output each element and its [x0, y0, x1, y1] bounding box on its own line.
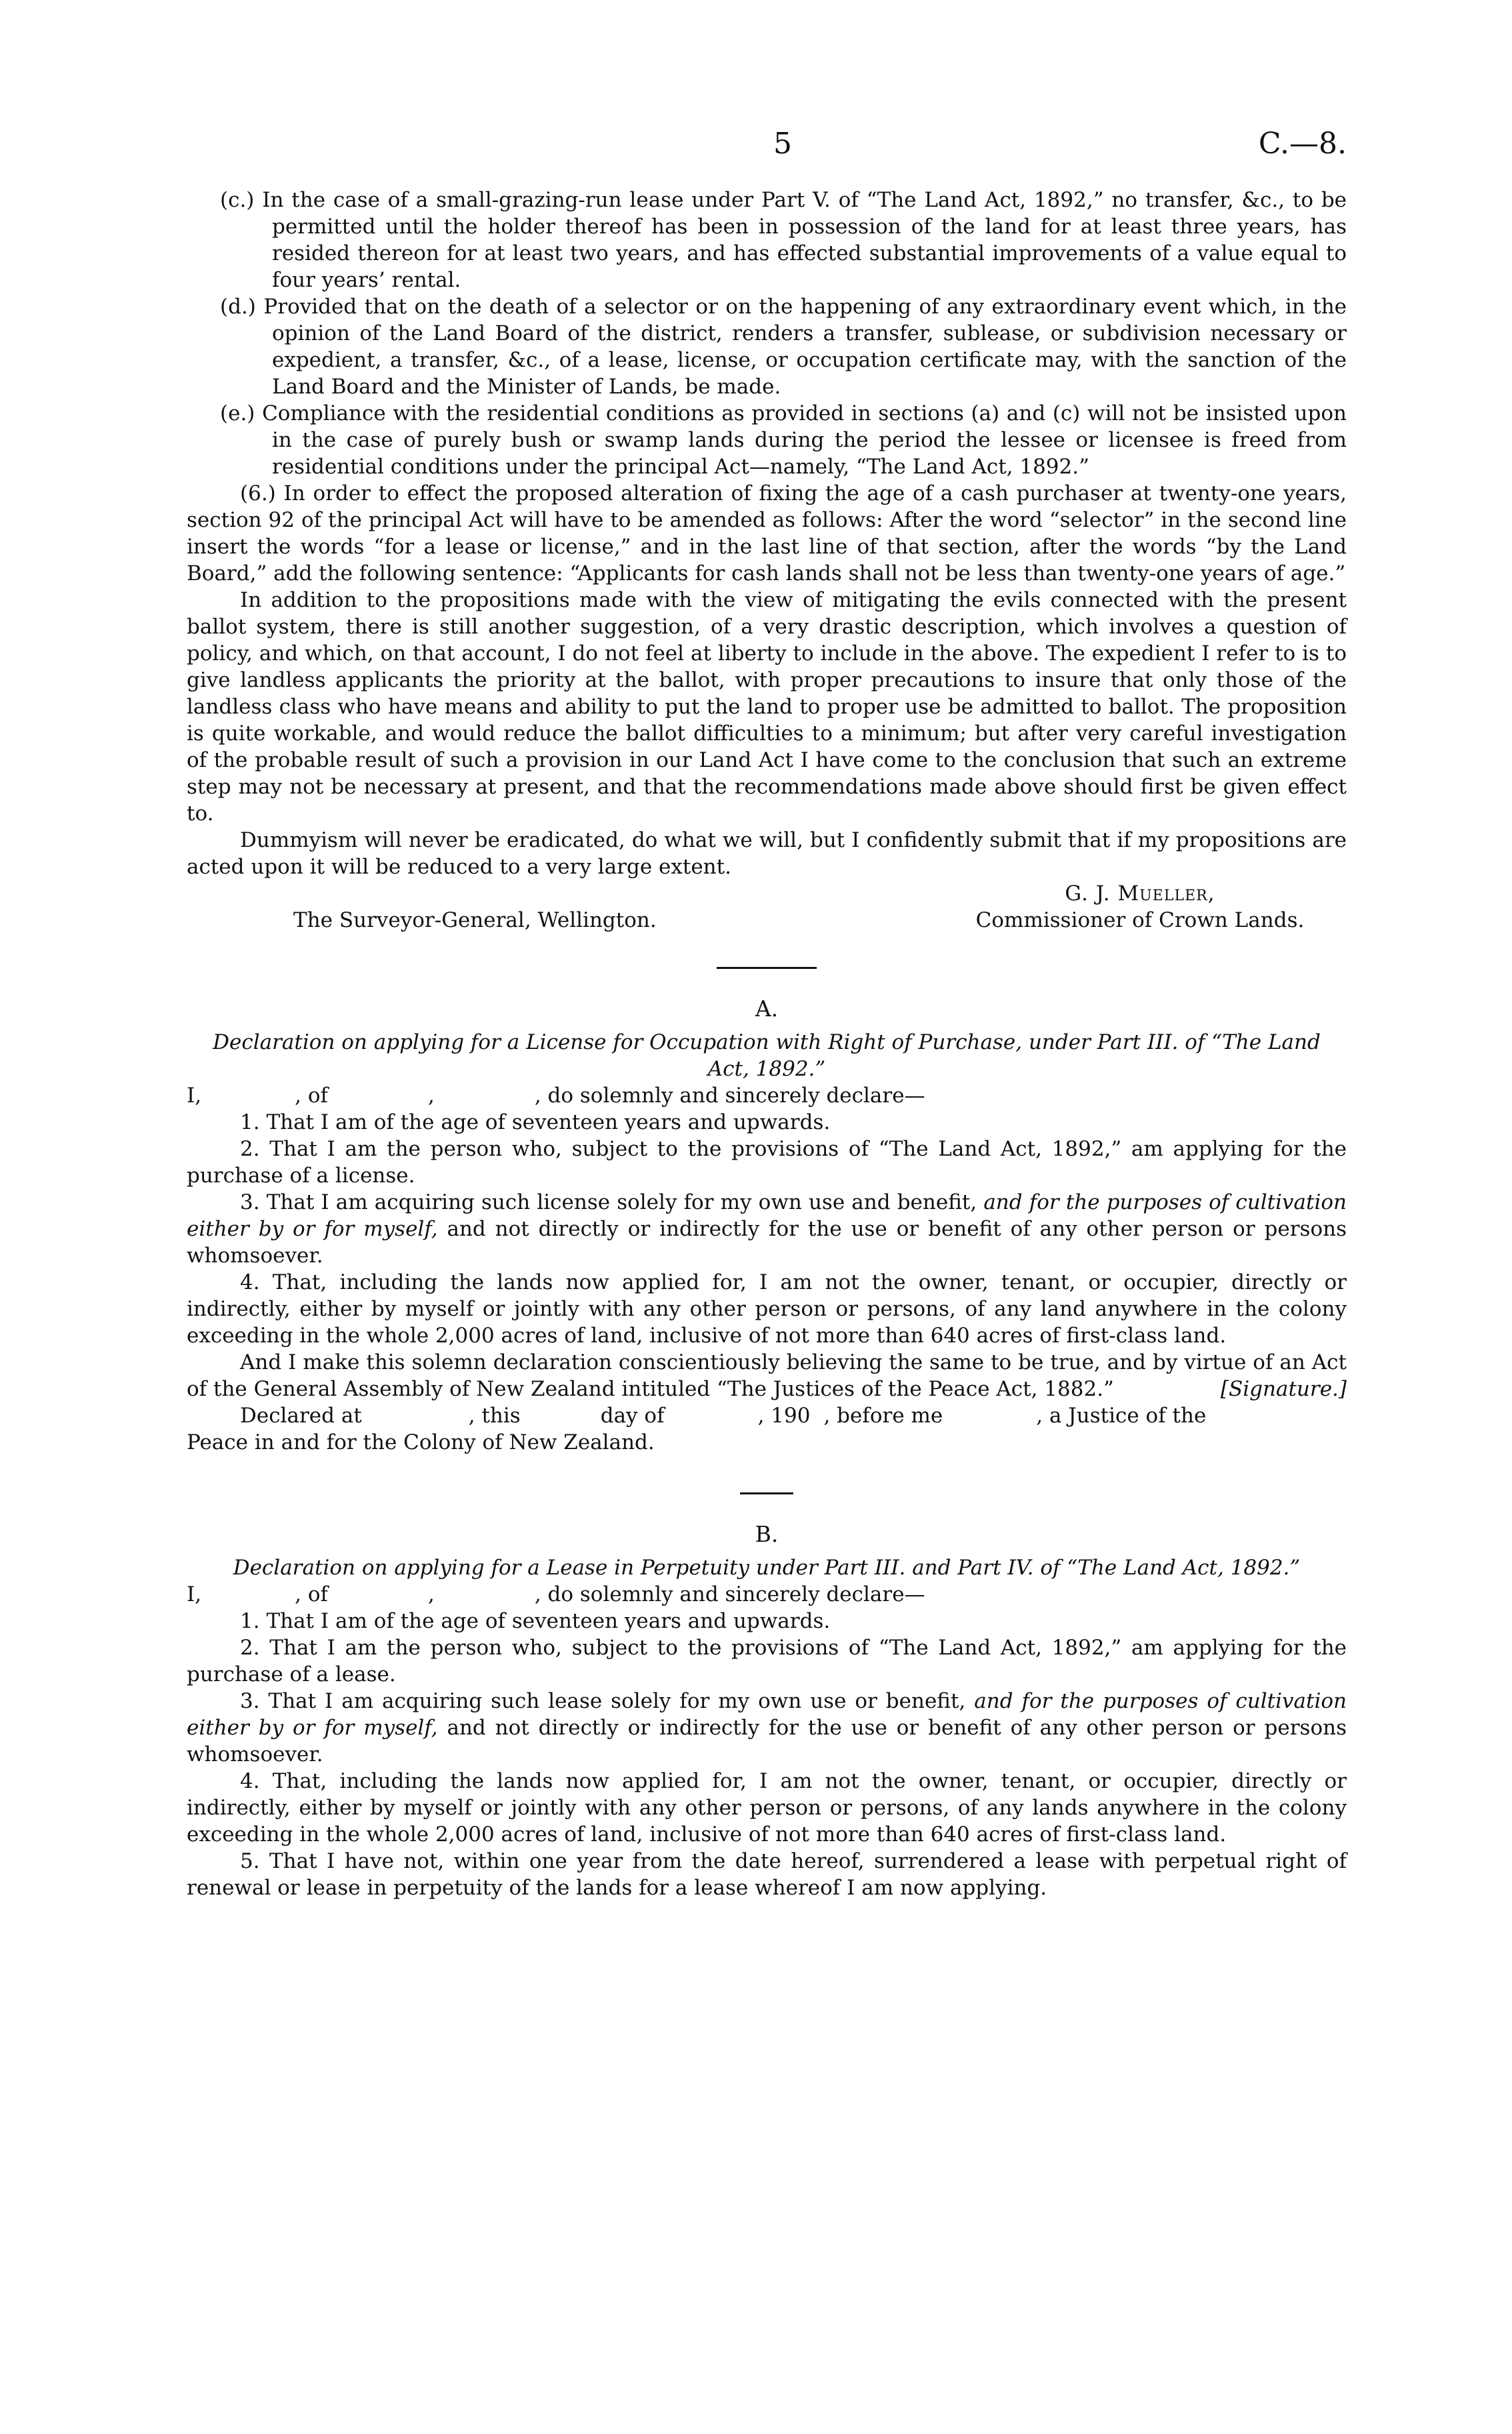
schedule-a-item-2: 2. That I am the person who, subject to the provisions of “The Land Act, 1892,” am applying for the purchase of a license.: [187, 1137, 1347, 1188]
schedule-b-title: Declaration on applying for a Lease in Perpetuity under Part III. and Part IV. of “The Land Act, 1892.”: [233, 1556, 1301, 1580]
divider-rule: [717, 967, 817, 969]
signature-addressee-line: [187, 907, 1347, 934]
schedule-a-declared-line: Declared at , this day of , 190 , before me , a Justice of the: [240, 1404, 1207, 1428]
addressee: The Surveyor-General, Wellington.: [293, 908, 657, 932]
schedule-b-item-5: 5. That I have not, within one year from the date hereof, surrendered a lease with perpetual right of renewal or lease in perpetuity of the lands for a lease whereof I am now applying.: [187, 1849, 1347, 1900]
clause-d: (d.) Provided that on the death of a selector or on the happening of any extraordinary event which, in the opinion of the Land Board of the district, renders a transfer, sublease, or subdivision necessary or expedient, a transfer, &c., of a lease, license, or occupation certificate may, with the sanction of the Land Board and the Minister of Lands, be made.: [220, 295, 1347, 399]
schedule-a-intro: I, , of , , do solemnly and sincerely declare—: [187, 1084, 925, 1108]
page-header: [187, 127, 1347, 180]
schedule-a-peace-line: Peace in and for the Colony of New Zealand.: [187, 1430, 655, 1454]
schedule-b-item-1: 1. That I am of the age of seventeen years and upwards.: [240, 1609, 831, 1633]
schedule-a-solemn-declaration: And I make this solemn declaration conscientiously believing the same to be true, and by virtue of an Act of the General Assembly of New Zealand intituled “The Justices of the Peace Act, 1882.” [Signature.]: [187, 1350, 1347, 1401]
paragraph-6: (6.) In order to effect the proposed alteration of fixing the age of a cash purchaser at twenty-one years, section 92 of the principal Act will have to be amended as follows: After the word “selector” in the second line insert the words “for a lease or license,” and in the last line of that section, after the words “by the Land Board,” add the following sentence: “Applicants for cash lands shall not be less than twenty-one years of age.”: [187, 481, 1347, 585]
schedule-b-item-2: 2. That I am the person who, subject to the provisions of “The Land Act, 1892,” am applying for the purchase of a lease.: [187, 1636, 1347, 1686]
document-body: [187, 187, 1347, 1901]
schedule-b-item-3: 3. That I am acquiring such lease solely for my own use or benefit, and for the purposes of cultivation either by or for myself, and not directly or indirectly for the use or benefit of any other person or persons whomsoever.: [187, 1689, 1347, 1766]
page-number: 5: [773, 127, 792, 161]
signatory-name: G. J. Mueller,: [1065, 882, 1215, 906]
clause-c: (c.) In the case of a small-grazing-run lease under Part V. of “The Land Act, 1892,” no transfer, &c., to be permitted until the holder thereof has been in possession of the land for at least three years, has resided thereon for at least two years, and has effected substantial improvements of a value equal to four years’ rental.: [220, 188, 1347, 292]
schedule-a-letter: A.: [755, 996, 779, 1022]
schedule-a-title: Declaration on applying for a License for Occupation with Right of Purchase, under Part III. of “The Land Act, 1892.”: [213, 1030, 1321, 1081]
document-reference: C.—8.: [1258, 127, 1347, 161]
schedule-a-item-3: 3. That I am acquiring such license solely for my own use and benefit, and for the purposes of cultivation either by or for myself, and not directly or indirectly for the use or benefit of any other person or persons whomsoever.: [187, 1190, 1347, 1268]
signature-placeholder: [Signature.]: [1220, 1377, 1347, 1401]
schedule-b-letter: B.: [755, 1521, 779, 1547]
schedule-b-item-4: 4. That, including the lands now applied for, I am not the owner, tenant, or occupier, directly or indirectly, either by myself or jointly with any other person or persons, of any lands anywhere in the colony exceeding in the whole 2,000 acres of land, inclusive of not more than 640 acres of first-class land.: [187, 1769, 1347, 1847]
signatory-title: Commissioner of Crown Lands.: [975, 908, 1305, 932]
paragraph-dummyism: Dummyism will never be eradicated, do what we will, but I confidently submit that if my propositions are acted upon it will be reduced to a very large extent.: [187, 828, 1347, 879]
divider-rule-short: [740, 1492, 793, 1494]
paragraph-ballot: In addition to the propositions made with the view of mitigating the evils connected with the present ballot system, there is still another suggestion, of a very drastic description, which involves a question of policy, and which, on that account, I do not feel at liberty to include in the above. The expedient I refer to is to give landless applicants the priority at the ballot, with proper precautions to insure that only those of the landless class who have means and ability to put the land to proper use be admitted to ballot. The proposition is quite workable, and would reduce the ballot difficulties to a minimum; but after very careful investigation of the probable result of such a provision in our Land Act I have come to the conclusion that such an extreme step may not be necessary at present, and that the recommendations made above should first be given effect to.: [187, 588, 1347, 826]
schedule-a-item-4: 4. That, including the lands now applied for, I am not the owner, tenant, or occupier, directly or indirectly, either by myself or jointly with any other person or persons, of any land anywhere in the colony exceeding in the whole 2,000 acres of land, inclusive of not more than 640 acres of first-class land.: [187, 1270, 1347, 1348]
signature-block: [187, 880, 1347, 907]
schedule-b-intro: I, , of , , do solemnly and sincerely declare—: [187, 1582, 925, 1606]
schedule-a-item-1: 1. That I am of the age of seventeen years and upwards.: [240, 1110, 831, 1134]
clause-e: (e.) Compliance with the residential conditions as provided in sections (a) and (c) will not be insisted upon in the case of purely bush or swamp lands during the period the lessee or licensee is freed from residential conditions under the principal Act—namely, “The Land Act, 1892.”: [220, 401, 1347, 479]
